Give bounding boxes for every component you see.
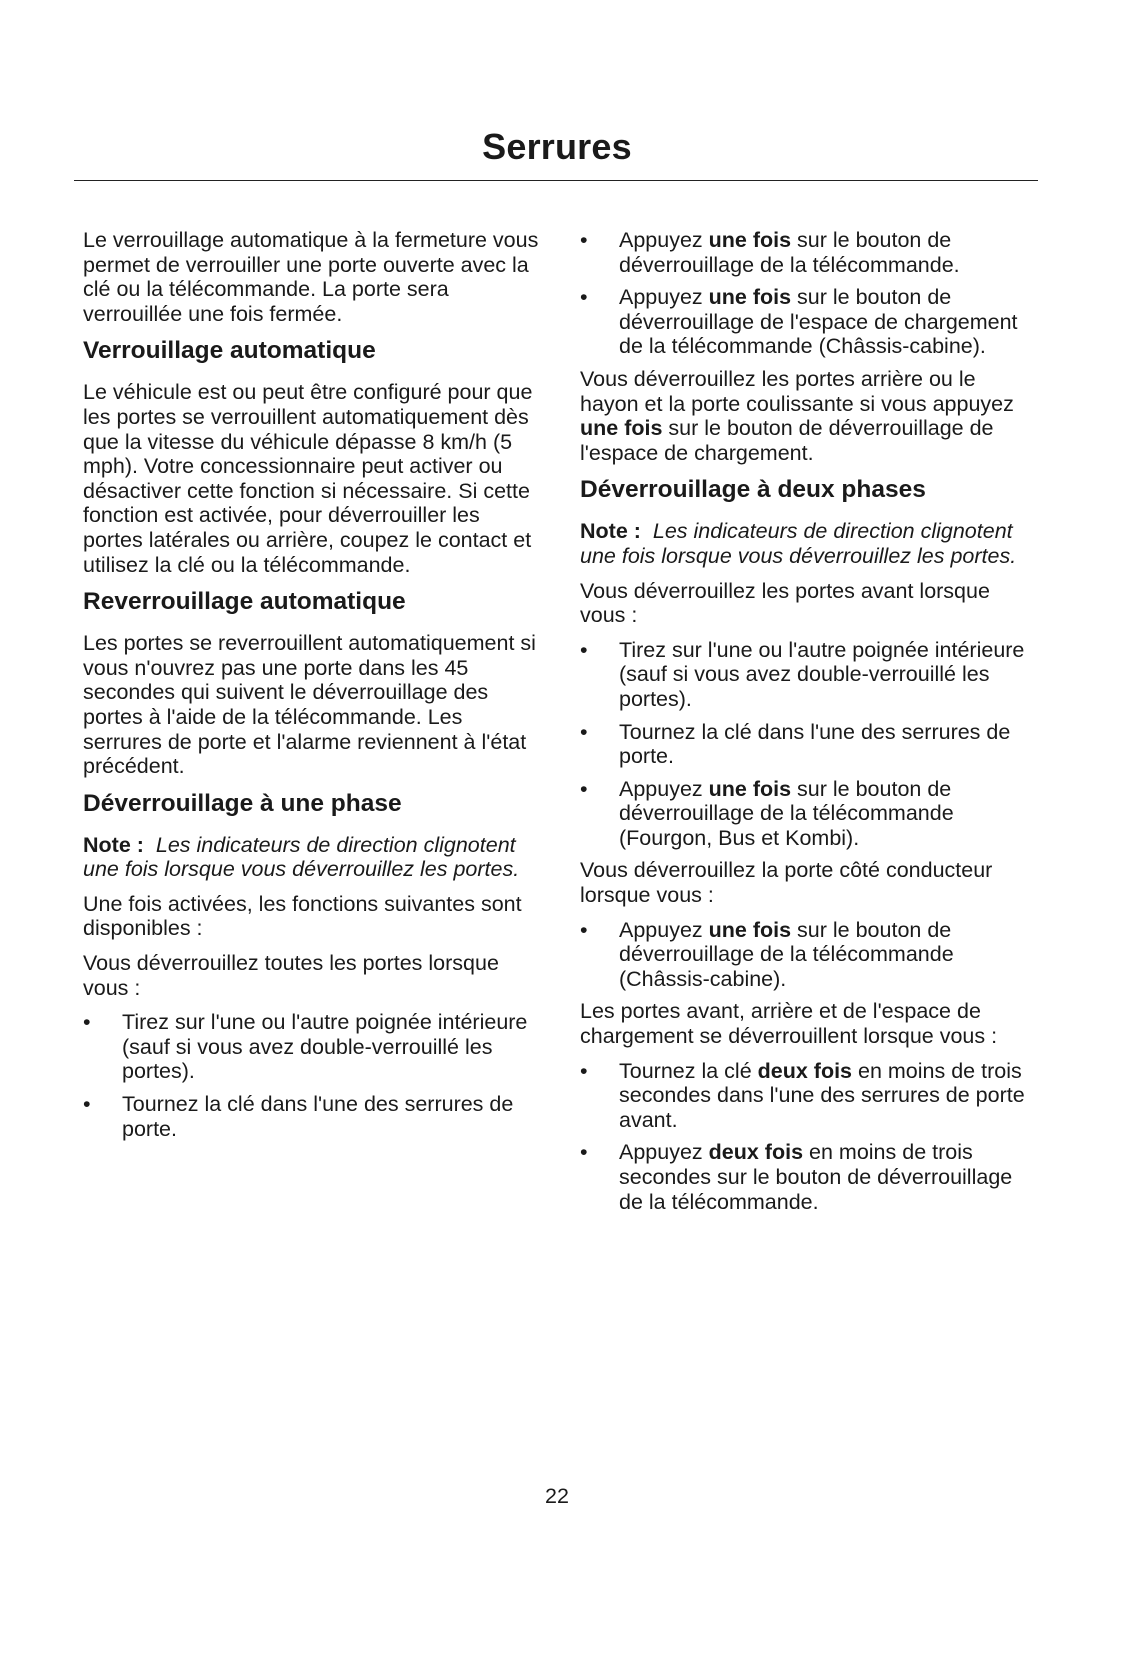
note-paragraph: [580, 519, 1036, 568]
list-item: [580, 1059, 1036, 1133]
text-run: Tournez la clé: [619, 1058, 758, 1083]
note-label: Note :: [83, 832, 144, 857]
list-item: • Tournez la clé dans l'une des serrures de porte.: [580, 720, 1036, 769]
list-item: • Tirez sur l'une ou l'autre poignée intérieure (sauf si vous avez double-verrouillé les portes).: [83, 1010, 539, 1084]
list-item: [580, 777, 1036, 851]
text-run: Vous déverrouillez les portes arrière ou le hayon et la porte coulissante si vous appuyez: [580, 366, 1014, 416]
list-item: [580, 918, 1036, 992]
page-title: Serrures: [482, 126, 632, 167]
auto-relock-paragraph: Les portes se reverrouillent automatiquement si vous n'ouvrez pas une porte dans les 45 secondes qui suivent le déverrouillage des portes à l'aide de la télécommande. Les serrures de porte et l'alarme reviennent à l'état précédent.: [83, 631, 536, 779]
heading-two-stage: Déverrouillage à deux phases: [580, 476, 926, 504]
emphasis: une fois: [580, 416, 663, 441]
list-item: [580, 285, 1036, 359]
page-number: 22: [545, 1484, 569, 1508]
right-column: [580, 228, 1036, 1222]
list-item: [580, 228, 1036, 277]
text-run: en moins de trois secondes dans l'une des serrures de porte avant.: [619, 1058, 1025, 1132]
emphasis: une fois: [708, 776, 792, 801]
left-column: [83, 228, 539, 1149]
text-run: sur le bouton de déverrouillage de l'espace de chargement.: [580, 416, 994, 465]
list-item: • Tournez la clé dans l'une des serrures de porte.: [83, 1092, 539, 1141]
text-run: en moins de trois secondes sur le bouton de déverrouillage de la télécommande.: [619, 1140, 1013, 1214]
front-doors-paragraph: Vous déverrouillez les portes avant lorsque vous :: [580, 578, 990, 628]
list-item: • Tirez sur l'une ou l'autre poignée intérieure (sauf si vous avez double-verrouillé les portes).: [580, 638, 1036, 712]
all-doors-paragraph: Les portes avant, arrière et de l'espace de chargement se déverrouillent lorsque vous :: [580, 999, 998, 1049]
emphasis: une fois: [708, 228, 792, 252]
emphasis: deux fois: [708, 1140, 804, 1165]
heading-auto-lock: Verrouillage automatique: [83, 337, 376, 365]
emphasis: deux fois: [757, 1058, 853, 1083]
title-divider: [74, 180, 1038, 181]
intro-paragraph: Le verrouillage automatique à la fermeture vous permet de verrouiller une porte ouverte avec la clé ou la télécommande. La porte sera verrouillée une fois fermée.: [83, 228, 539, 326]
note-text: Les indicateurs de direction clignotent une fois lorsque vous déverrouillez les portes.: [83, 832, 520, 882]
text-run: Appuyez: [619, 1140, 709, 1165]
text-run: sur le bouton de déverrouillage de la télécommande (Châssis-cabine).: [619, 917, 954, 991]
emphasis: une fois: [708, 917, 792, 942]
heading-auto-relock: Reverrouillage automatique: [83, 588, 406, 616]
heading-single-stage: Déverrouillage à une phase: [83, 789, 402, 817]
auto-lock-paragraph: Le véhicule est ou peut être configuré pour que les portes se verrouillent automatiquement dès que la vitesse du véhicule dépasse 8 km/h (5 mph). Votre concessionnaire peut activer ou désactiver cette fonction si nécessaire. Si cette fonction est activée, pour déverrouiller les portes latérales ou arrière, coupez le contact et utilisez la clé ou la télécommande.: [83, 380, 533, 577]
driver-door-paragraph: Vous déverrouillez la porte côté conducteur lorsque vous :: [580, 858, 993, 908]
all-doors-paragraph: Vous déverrouillez toutes les portes lorsque vous :: [83, 951, 499, 1000]
text-run: Appuyez: [619, 285, 709, 310]
activated-paragraph: Une fois activées, les fonctions suivantes sont disponibles :: [83, 891, 522, 941]
text-run: sur le bouton de déverrouillage de la télécommande (Fourgon, Bus et Kombi).: [619, 776, 954, 850]
text-run: Appuyez: [619, 917, 709, 942]
rear-doors-paragraph: [580, 367, 1036, 465]
note-text: Les indicateurs de direction clignotent une fois lorsque vous déverrouillez les portes.: [580, 519, 1017, 568]
text-run: sur le bouton de déverrouillage de l'espace de chargement de la télécommande (Châssis-cabine).: [619, 285, 1018, 359]
note-label: Note :: [580, 519, 641, 544]
note-paragraph: [83, 833, 539, 882]
text-run: sur le bouton de déverrouillage de la télécommande.: [619, 228, 960, 277]
list-item: [580, 1140, 1036, 1214]
text-run: Appuyez: [619, 776, 709, 801]
emphasis: une fois: [708, 285, 792, 310]
text-run: Appuyez: [619, 228, 709, 252]
